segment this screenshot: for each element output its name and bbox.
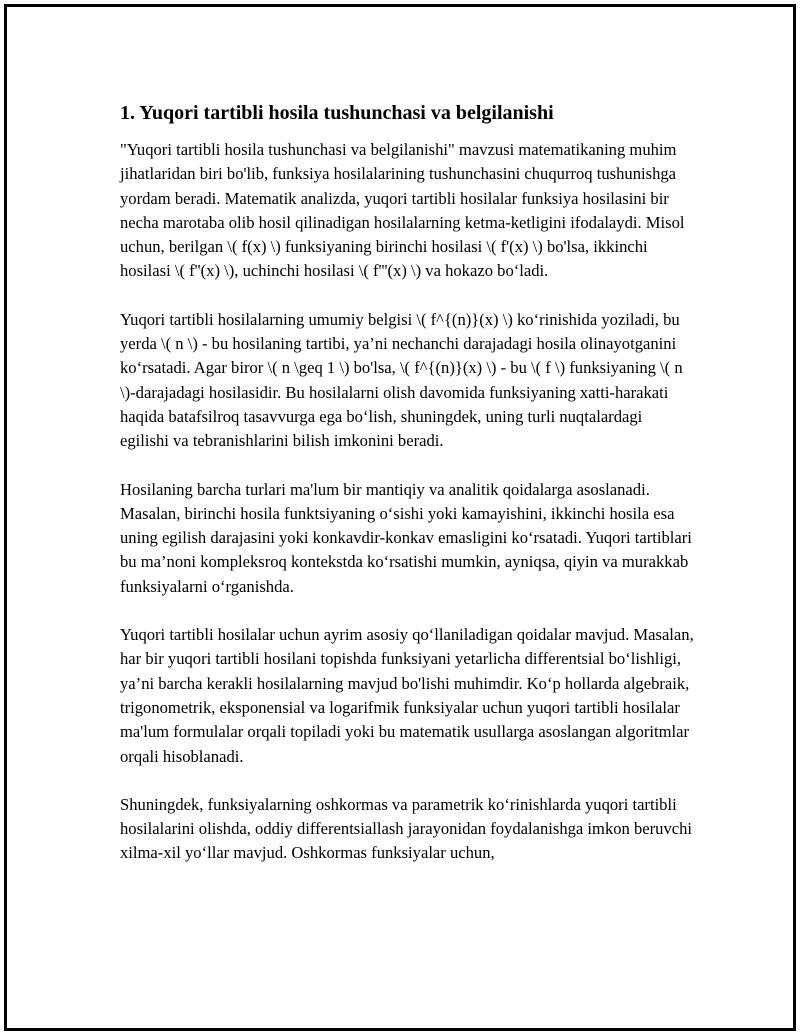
page-frame	[4, 4, 796, 1031]
document-body	[120, 99, 695, 890]
section-heading: 1. Yuqori tartibli hosila tushunchasi va belgilanishi	[120, 102, 554, 124]
paragraph-1: "Yuqori tartibli hosila tushunchasi va belgilanishi" mavzusi matematikaning muhim jihatlaridan biri bo'lib, funksiya hosilalarining tushunchasini chuqurroq tushunishga yordam beradi. Matematik analizda, yuqori tartibli hosilalar funksiya hosilasini bir necha marotaba olib hosil qilinadigan hosilalarning ketma-ketligini ifodalaydi. Misol uchun, berilgan \( f(x) \) funksiyaning birinchi hosilasi \( f'(x) \) bo'lsa, ikkinchi hosilasi \( f''(x) \), uchinchi hosilasi \( f'''(x) \) va hokazo bo‘ladi.	[120, 140, 685, 281]
paragraph-3: Hosilaning barcha turlari ma'lum bir mantiqiy va analitik qoidalarga asoslanadi. Masalan, birinchi hosila funktsiyaning o‘sishi yoki kamayishini, ikkinchi hosila esa uning egilish darajasini yoki konkavdir-konkav emasligini ko‘rsatadi. Yuqori tartiblari bu ma’noni kompleksroq kontekstda ko‘rsatishi mumkin, ayniqsa, qiyin va murakkab funksiyalarni o‘rganishda.	[120, 479, 692, 596]
paragraph-2: Yuqori tartibli hosilalarning umumiy belgisi \( f^{(n)}(x) \) ko‘rinishida yoziladi, bu yerda \( n \) - bu hosilaning tartibi, ya’ni nechanchi darajadagi hosila olinayotganini ko‘rsatadi. Agar biror \( n \geq 1 \) bo'lsa, \( f^{(n)}(x) \) - bu \( f \) funksiyaning \( n \)-darajadagi hosilasidir. Bu hosilalarni olish davomida funksiyaning xatti-harakati haqida batafsilroq tasavvurga ega bo‘lish, shuningdek, uning turli nuqtalardagi egilishi va tebranishlarini bilish imkonini beradi.	[120, 309, 683, 451]
paragraph-5: Shuningdek, funksiyalarning oshkormas va parametrik ko‘rinishlarda yuqori tartibli hosilalarini olishda, oddiy differentsiallash jarayonidan foydalanishga imkon beruvchi xilma-xil yo‘llar mavjud. Oshkormas funksiyalar uchun,	[120, 794, 693, 863]
paragraph-4: Yuqori tartibli hosilalar uchun ayrim asosiy qo‘llaniladigan qoidalar mavjud. Masalan, har bir yuqori tartibli hosilani topishda funksiyani yetarlicha differentsial bo‘lishligi, ya’ni barcha kerakli hosilalarning mavjud bo'lishi muhimdir. Ko‘p hollarda algebraik, trigonometrik, eksponensial va logarifmik funksiyalar uchun yuqori tartibli hosilalar ma'lum formulalar orqali topiladi yoki bu matematik usullarga asoslangan algoritmlar orqali hisoblanadi.	[120, 625, 694, 766]
